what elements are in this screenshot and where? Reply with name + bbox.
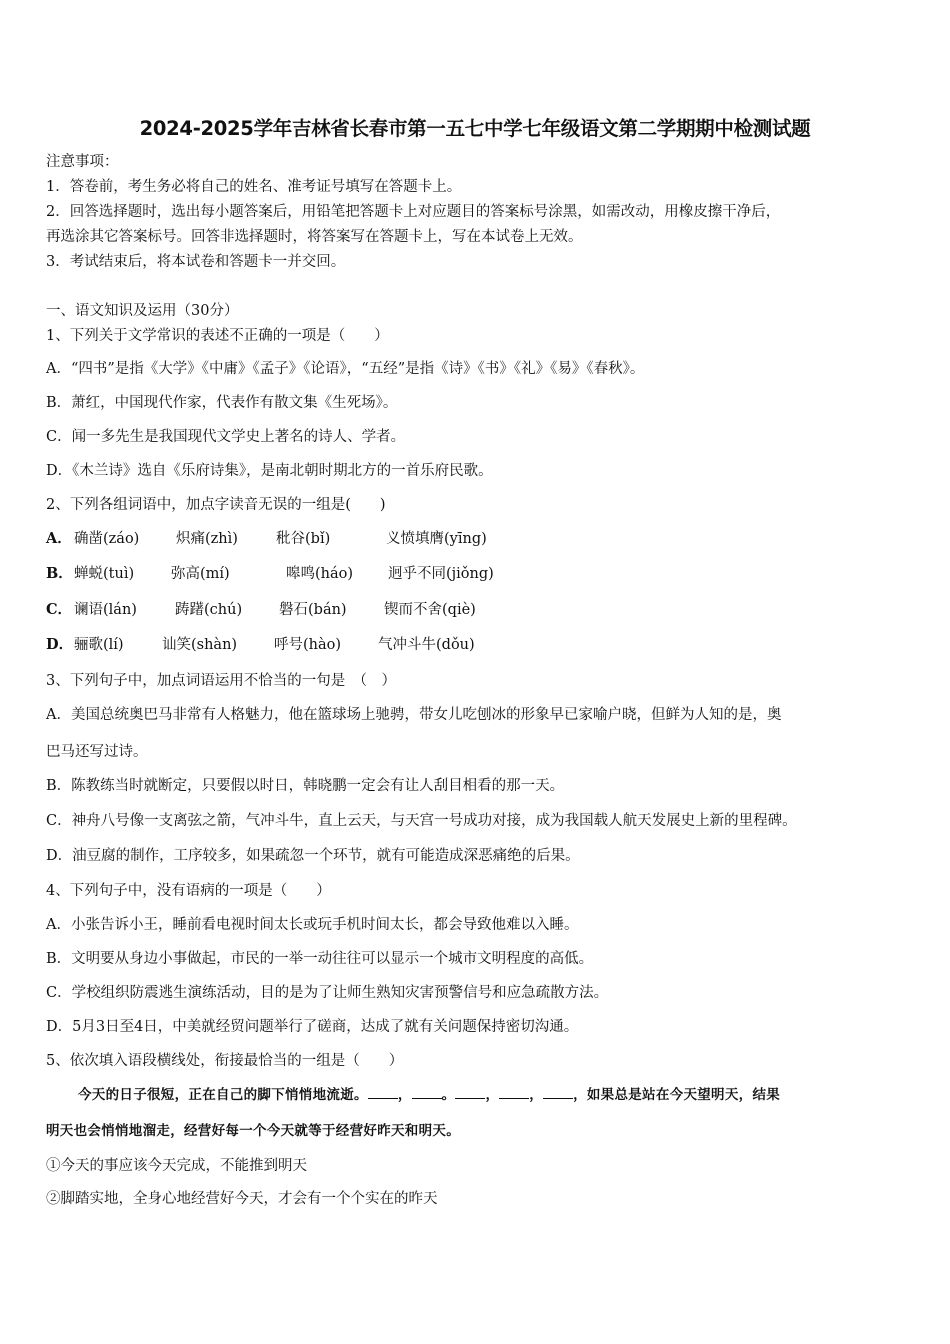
- blank-line: [368, 1088, 398, 1099]
- question-3-option-a-cont: 巴马还写过诗。: [46, 744, 148, 760]
- notice-item: 2．回答选择题时，选出每小题答案后，用铅笔把答题卡上对应题目的答案标号涂黑，如需改动，用橡皮擦干净后，: [46, 204, 781, 220]
- pinyin-word: 骊歌(lí): [74, 637, 124, 653]
- question-3-option-d: D．油豆腐的制作，工序较多，如果疏忽一个环节，就有可能造成深恶痛绝的后果。: [46, 848, 580, 864]
- pinyin-word: 嗥鸣(háo): [286, 566, 354, 582]
- pinyin-word: 磐石(bán): [279, 602, 347, 618]
- pinyin-word: 踌躇(chú): [175, 602, 243, 618]
- question-1-option-a: A．“四书”是指《大学》《中庸》《孟子》《论语》，“五经”是指《诗》《书》《礼》《易》《春秋》。: [46, 361, 645, 377]
- question-4-option-b: B．文明要从身边小事做起，市民的一举一动往往可以显示一个城市文明程度的高低。: [46, 951, 594, 967]
- pinyin-word: 弥高(mí): [171, 566, 230, 582]
- question-1-stem: 1、下列关于文学常识的表述不正确的一项是（ ）: [46, 328, 389, 344]
- question-1-option-b: B．萧红，中国现代作家，代表作有散文集《生死场》。: [46, 395, 398, 411]
- pinyin-word: 炽痛(zhì): [176, 531, 238, 547]
- option-label: B．: [46, 565, 73, 582]
- pinyin-word: 呼号(hào): [274, 637, 342, 653]
- blank-line: [499, 1088, 529, 1099]
- pinyin-word: 谰语(lán): [74, 602, 137, 618]
- question-4-option-d: D．5月3日至4日，中美就经贸问题举行了磋商，达成了就有关问题保持密切沟通。: [46, 1019, 579, 1035]
- pinyin-word: 气冲斗牛(dǒu): [378, 637, 475, 653]
- question-5-passage-line2: 明天也会悄悄地溜走，经营好每一个今天就等于经营好昨天和明天。: [46, 1123, 460, 1139]
- question-3-option-c: C．神舟八号像一支离弦之箭，气冲斗牛，直上云天，与天宫一号成功对接，成为我国载人航天发展史上新的里程碑。: [46, 813, 797, 829]
- pinyin-word: 秕谷(bǐ): [276, 531, 331, 547]
- blank-line: [412, 1088, 442, 1099]
- notice-item: 3．考试结束后，将本试卷和答题卡一并交回。: [46, 254, 346, 270]
- question-3-stem: 3、下列句子中，加点词语运用不恰当的一句是 （ ）: [46, 673, 396, 689]
- pinyin-word: 迥乎不同(jiǒng): [388, 566, 494, 582]
- question-5-choice-1: ①今天的事应该今天完成，不能推到明天: [46, 1158, 307, 1174]
- passage-text: 今天的日子很短，正在自己的脚下悄悄地流逝。: [78, 1087, 368, 1103]
- section-heading: 一、语文知识及运用（30分）: [46, 303, 239, 319]
- question-1-option-c: C．闻一多先生是我国现代文学史上著名的诗人、学者。: [46, 429, 406, 445]
- notice-item: 1．答卷前，考生务必将自己的姓名、准考证号填写在答题卡上。: [46, 179, 462, 195]
- blank-line: [543, 1088, 573, 1099]
- question-5-choice-2: ②脚踏实地，全身心地经营好今天，才会有一个个实在的昨天: [46, 1191, 438, 1207]
- question-5-stem: 5、依次填入语段横线处，衔接最恰当的一组是（ ）: [46, 1053, 404, 1069]
- question-4-option-a: A．小张告诉小王，睡前看电视时间太长或玩手机时间太长，都会导致他难以入睡。: [46, 917, 579, 933]
- pinyin-word: 讪笑(shàn): [162, 637, 238, 653]
- option-label: D．: [46, 636, 74, 653]
- page-title: 2024-2025学年吉林省长春市第一五七中学七年级语文第二学期期中检测试题: [139, 117, 811, 140]
- pinyin-word: 确凿(záo): [74, 531, 140, 547]
- pinyin-word: 蝉蜕(tuì): [74, 566, 135, 582]
- notice-item: 再选涂其它答案标号。回答非选择题时，将答案写在答题卡上，写在本试卷上无效。: [46, 229, 583, 245]
- question-4-stem: 4、下列句子中，没有语病的一项是（ ）: [46, 883, 331, 899]
- pinyin-word: 锲而不舍(qiè): [384, 602, 476, 618]
- question-5-passage-line1: 今天的日子很短，正在自己的脚下悄悄地流逝。 ， 。 ， ， ，如果总是站在今天望明天，结果: [78, 1087, 781, 1103]
- blank-line: [455, 1088, 485, 1099]
- option-label: C．: [46, 601, 73, 618]
- notice-heading: 注意事项：: [46, 154, 119, 170]
- question-3-option-b: B．陈教练当时就断定，只要假以时日，韩晓鹏一定会有让人刮目相看的那一天。: [46, 778, 565, 794]
- question-3-option-a: A．美国总统奥巴马非常有人格魅力，他在篮球场上驰骋，带女儿吃刨冰的形象早已家喻户晓，但鲜为人知的是，奥: [46, 707, 782, 723]
- question-4-option-c: C．学校组织防震逃生演练活动，目的是为了让师生熟知灾害预警信号和应急疏散方法。: [46, 985, 609, 1001]
- option-label: A．: [46, 530, 72, 547]
- pinyin-word: 义愤填膺(yīng): [386, 531, 487, 547]
- passage-text: ，如果总是站在今天望明天，结果: [573, 1087, 781, 1103]
- question-2-stem: 2、下列各组词语中，加点字读音无误的一组是( ): [46, 497, 386, 513]
- question-1-option-d: D．《木兰诗》选自《乐府诗集》，是南北朝时期北方的一首乐府民歌。: [46, 463, 493, 479]
